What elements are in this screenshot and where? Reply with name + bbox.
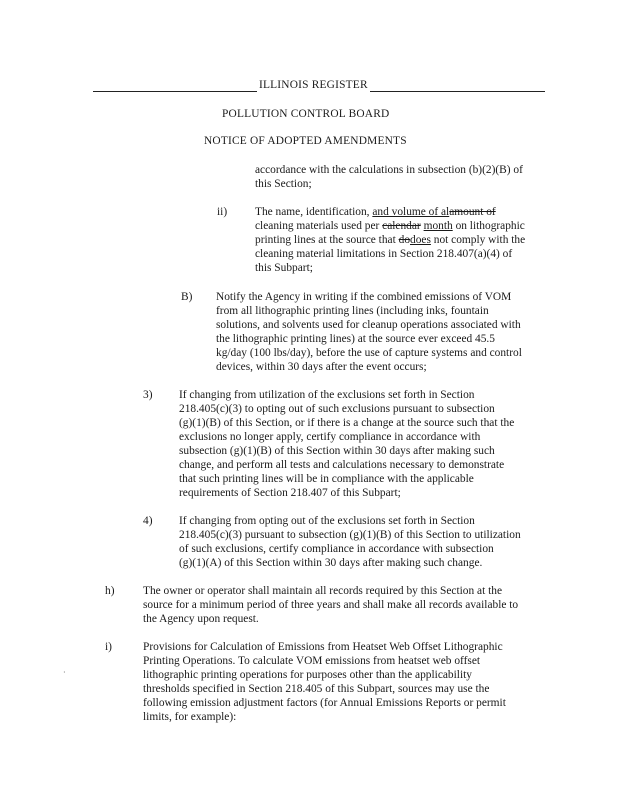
ii-l2-inserted: month bbox=[423, 220, 453, 232]
item-4-line-3: of such exclusions, certify compliance in accordance with subsection bbox=[179, 543, 494, 555]
item-h-label: h) bbox=[105, 585, 115, 597]
item-4-line-2: 218.405(c)(3) pursuant to subsection (g)(1)(B) of this Section to utilization bbox=[179, 529, 521, 541]
ii-l3-text: printing lines at the source that bbox=[255, 234, 399, 246]
item-3-line-3: (g)(1)(B) of this Section, or if there is a change at the source such that the bbox=[179, 417, 515, 429]
item-i-label: i) bbox=[105, 641, 112, 653]
item-h-line-3: the Agency upon request. bbox=[143, 613, 259, 625]
register-title: ILLINOIS REGISTER bbox=[259, 79, 368, 91]
item-h-line-1: The owner or operator shall maintain all records required by this Section at the bbox=[143, 585, 503, 597]
item-3-line-6: change, and perform all tests and calculations necessary to demonstrate bbox=[179, 459, 505, 471]
item-3-line-1: If changing from utilization of the exclusions set forth in Section bbox=[179, 389, 475, 401]
item-4-line-1: If changing from opting out of the exclusions set forth in Section bbox=[179, 515, 475, 527]
item-3-line-4: exclusions no longer apply, certify compliance in accordance with bbox=[179, 431, 481, 443]
item-B-line-2: from all lithographic printing lines (including inks, fountain bbox=[216, 305, 489, 317]
ii-l1-text: The name, identification, bbox=[255, 206, 373, 218]
item-B-line-1: Notify the Agency in writing if the combined emissions of VOM bbox=[216, 291, 512, 303]
item-i-line-6: limits, for example): bbox=[143, 711, 237, 723]
item-B-line-4: the lithographic printing lines) at the source ever exceed 45.5 bbox=[216, 333, 495, 345]
item-i-line-5: following emission adjustment factors (for Annual Emissions Reports or permit bbox=[143, 697, 506, 709]
item-ii-line-5: this Subpart; bbox=[255, 262, 313, 274]
item-ii-line-3 bbox=[255, 233, 525, 247]
ii-l2-deleted: calendar bbox=[382, 220, 421, 232]
ii-l2-text: cleaning materials used per bbox=[255, 220, 383, 232]
scan-speck: · bbox=[63, 668, 66, 677]
item-B-line-5: kg/day (100 lbs/day), before the use of capture systems and control bbox=[216, 347, 522, 359]
ii-l1-inserted: and volume of al bbox=[372, 206, 450, 218]
item-3-label: 3) bbox=[143, 389, 153, 401]
notice-title: NOTICE OF ADOPTED AMENDMENTS bbox=[204, 135, 407, 147]
item-i-line-4: thresholds specified in Section 218.405 of this Subpart, sources may use the bbox=[143, 683, 490, 695]
item-3-line-8: requirements of Section 218.407 of this Subpart; bbox=[179, 487, 401, 499]
ii-l3-inserted: does bbox=[410, 234, 431, 246]
item-ii-line-2 bbox=[255, 219, 525, 233]
item-3-line-7: that such printing lines will be in compliance with the applicable bbox=[179, 473, 474, 485]
item-4-label: 4) bbox=[143, 515, 153, 527]
item-i-line-3: lithographic printing operations for purposes other than the applicability bbox=[143, 669, 472, 681]
item-i-line-1: Provisions for Calculation of Emissions from Heatset Web Offset Lithographic bbox=[143, 641, 503, 653]
item-ii-line-4: cleaning material limitations in Section 218.407(a)(4) of bbox=[255, 248, 513, 260]
item-B-line-3: solutions, and solvents used for cleanup operations associated with bbox=[216, 319, 521, 331]
item-ii-label: ii) bbox=[217, 206, 228, 218]
ii-l3-deleted: do bbox=[398, 234, 411, 246]
cont-line-1: accordance with the calculations in subsection (b)(2)(B) of bbox=[255, 164, 523, 176]
item-ii-line-1 bbox=[255, 205, 496, 219]
ii-l1-deleted: amount of bbox=[449, 206, 496, 218]
ii-l3-rest: not comply with the bbox=[430, 234, 526, 246]
item-3-line-2: 218.405(c)(3) to opting out of such exclusions pursuant to subsection bbox=[179, 403, 495, 415]
item-i-line-2: Printing Operations. To calculate VOM emissions from heatset web offset bbox=[143, 655, 481, 667]
ii-l2-rest: on lithographic bbox=[452, 220, 525, 232]
cont-line-2: this Section; bbox=[255, 178, 312, 190]
item-4-line-4: (g)(1)(A) of this Section within 30 days after making such change. bbox=[179, 557, 483, 569]
item-B-line-6: devices, within 30 days after the event occurs; bbox=[216, 361, 427, 373]
item-B-label: B) bbox=[181, 291, 193, 303]
item-3-line-5: subsection (g)(1)(B) of this Section within 30 days after making such bbox=[179, 445, 495, 457]
item-h-line-2: source for a minimum period of three years and shall make all records available to bbox=[143, 599, 519, 611]
board-title: POLLUTION CONTROL BOARD bbox=[222, 108, 390, 120]
